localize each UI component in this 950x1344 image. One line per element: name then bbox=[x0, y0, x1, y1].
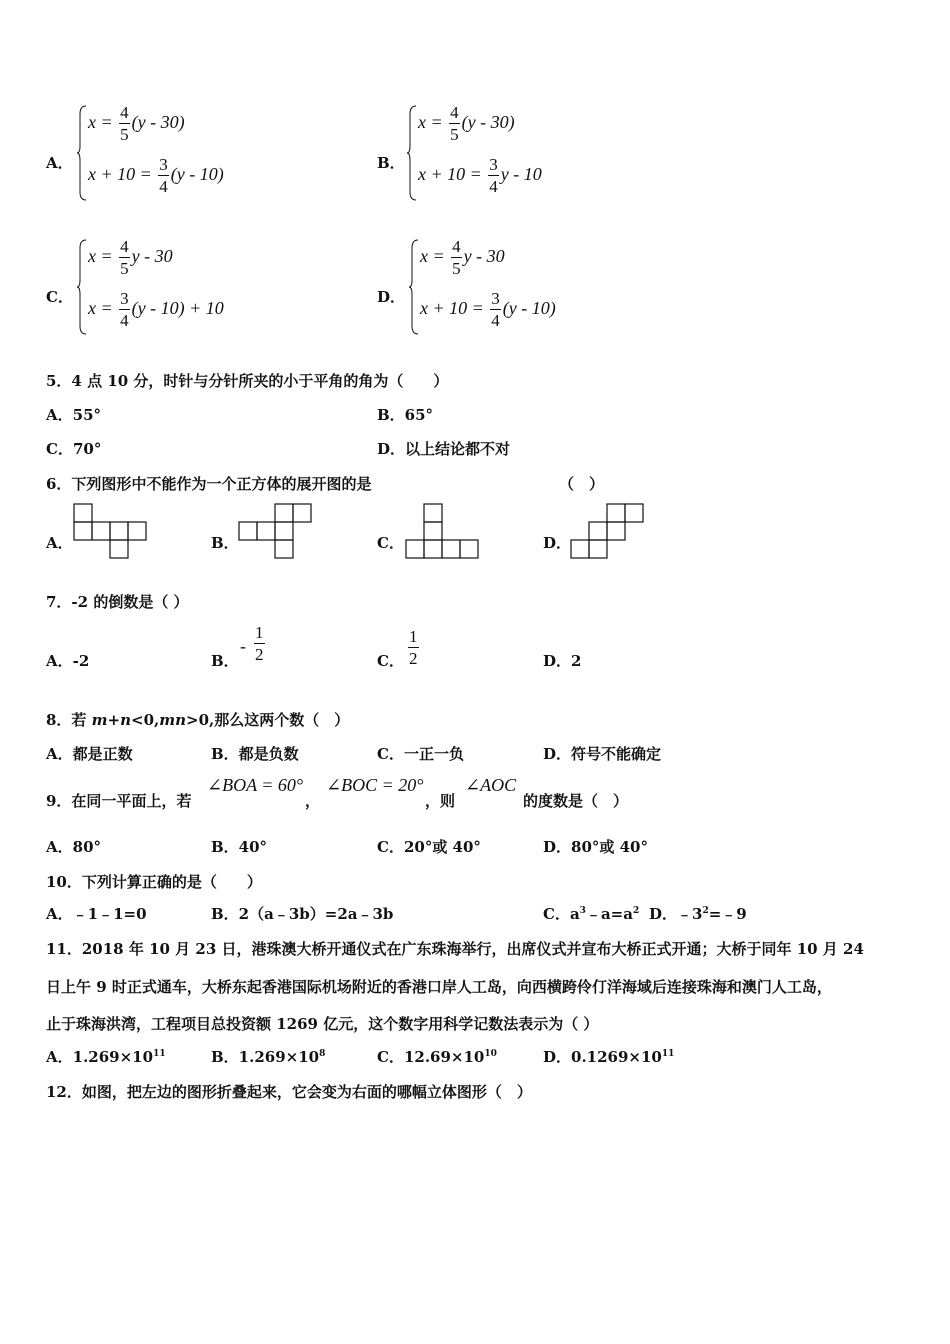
q5-option-c: C．70° bbox=[46, 440, 102, 458]
q9-option-d: D．80°或 40° bbox=[543, 838, 648, 856]
q11-line2: 日上午 9 时正式通车，大桥东起香港国际机场附近的香港口岸人工岛，向西横跨伶仃洋海域后连接珠海和澳门人工岛， bbox=[46, 978, 832, 996]
q11-option-d: D．$0.1269\times 10^{11}$ bbox=[543, 1048, 675, 1066]
q7-option-a: A．-2 bbox=[46, 652, 90, 670]
q6-paren: （ ） bbox=[559, 475, 605, 493]
q9-angle-boa: ∠BOA = 60° bbox=[207, 775, 304, 795]
q11-option-a: A．$1.269\times 10^{11}$ bbox=[46, 1048, 166, 1066]
q6-option-a: A． bbox=[46, 534, 73, 552]
q6-option-b: B． bbox=[211, 534, 239, 552]
q6-option-d: D． bbox=[543, 534, 572, 552]
q11-line1: 11．2018 年 10 月 23 日，港珠澳大桥开通仪式在广东珠海举行，出席仪式并宣布大桥正式开通；大桥于同年 10 月 24 bbox=[46, 940, 864, 958]
option-a-eq2: x + 10 = $\frac{3}{4}$ (y - 10) bbox=[88, 155, 224, 196]
q9-option-a: A．80° bbox=[46, 838, 102, 856]
q5-option-a: A．55° bbox=[46, 406, 102, 424]
q10-option-a: A．﹣1﹣1=0 bbox=[46, 905, 147, 923]
q11-option-b: B．$1.269\times 10^8$ bbox=[211, 1048, 326, 1066]
cube-net-a bbox=[73, 503, 149, 559]
option-b-label: B． bbox=[377, 154, 405, 172]
q8-option-a: A．都是正数 bbox=[46, 745, 133, 763]
option-a-eq1: x = $\frac{4}{5}$ (y - 30) bbox=[88, 103, 185, 144]
option-b-eq1: x = $\frac{4}{5}$ (y - 30) bbox=[418, 103, 515, 144]
q11-line3: 止于珠海洪湾，工程项目总投资额 1269 亿元，这个数字用科学记数法表示为（ ） bbox=[46, 1015, 599, 1033]
q10-option-c: C．$a^3﹣a=a^2$ bbox=[543, 905, 640, 923]
q6-stem: 6．下列图形中不能作为一个正方体的展开图的是 bbox=[46, 475, 372, 493]
cube-net-b bbox=[238, 503, 314, 559]
option-c-label: C． bbox=[46, 288, 73, 306]
option-d-eq1: x = $\frac{4}{5}$ y - 30 bbox=[420, 237, 505, 278]
option-b-eq2: x + 10 = $\frac{3}{4}$ y - 10 bbox=[418, 155, 542, 196]
q7-option-d: D．2 bbox=[543, 652, 582, 670]
cube-net-d bbox=[570, 503, 646, 559]
q7-b-sign: - bbox=[240, 636, 246, 656]
brace-icon bbox=[76, 104, 88, 202]
q9-sep: ， bbox=[305, 792, 321, 810]
q7-stem: 7．-2 的倒数是（ ） bbox=[46, 593, 189, 611]
brace-icon bbox=[76, 238, 88, 336]
q8-option-d: D．符号不能确定 bbox=[543, 745, 662, 763]
q6-option-c: C． bbox=[377, 534, 404, 552]
q10-option-d: D．$﹣3^2=﹣9$ bbox=[649, 905, 747, 923]
brace-icon bbox=[406, 104, 418, 202]
option-d-label: D． bbox=[377, 288, 406, 306]
q7-b-fraction: $\frac{1}{2}$ bbox=[255, 623, 264, 664]
q9-stem: 9．在同一平面上，若 bbox=[46, 792, 192, 810]
q9-angle-boc: ∠BOC = 20° bbox=[326, 775, 424, 795]
option-d-eq2: x + 10 = $\frac{3}{4}$ (y - 10) bbox=[420, 289, 556, 330]
cube-net-c bbox=[405, 503, 481, 559]
q8-option-c: C．一正一负 bbox=[377, 745, 464, 763]
q9-option-c: C．20°或 40° bbox=[377, 838, 481, 856]
q7-option-b: B． bbox=[211, 652, 239, 670]
brace-icon bbox=[408, 238, 420, 336]
option-c-eq1: x = $\frac{4}{5}$ y - 30 bbox=[88, 237, 173, 278]
option-c-eq2: x = $\frac{3}{4}$ (y - 10) + 10 bbox=[88, 289, 224, 330]
q5-option-b: B．65° bbox=[377, 406, 434, 424]
q9-then: ，则 bbox=[425, 792, 456, 810]
q9-option-b: B．40° bbox=[211, 838, 268, 856]
q8-stem: 8．若 m+n<0,mn>0,那么这两个数（ ） bbox=[46, 711, 350, 729]
q9-angle-aoc: ∠AOC bbox=[465, 775, 517, 795]
option-a-label: A． bbox=[46, 154, 73, 172]
q11-option-c: C．$12.69\times 10^{10}$ bbox=[377, 1048, 497, 1066]
q9-tail: 的度数是（ ） bbox=[523, 792, 629, 810]
q7-c-fraction: $\frac{1}{2}$ bbox=[409, 627, 418, 668]
q5-stem: 5．4 点 10 分，时针与分针所夹的小于平角的角为（ ） bbox=[46, 372, 449, 390]
q8-option-b: B．都是负数 bbox=[211, 745, 299, 763]
q5-option-d: D．以上结论都不对 bbox=[377, 440, 511, 458]
q10-stem: 10．下列计算正确的是（ ） bbox=[46, 873, 262, 891]
q7-option-c: C． bbox=[377, 652, 404, 670]
q10-option-b: B．2（a﹣3b）=2a﹣3b bbox=[211, 905, 394, 923]
q12-stem: 12．如图，把左边的图形折叠起来，它会变为右面的哪幅立体图形（ ） bbox=[46, 1083, 532, 1101]
